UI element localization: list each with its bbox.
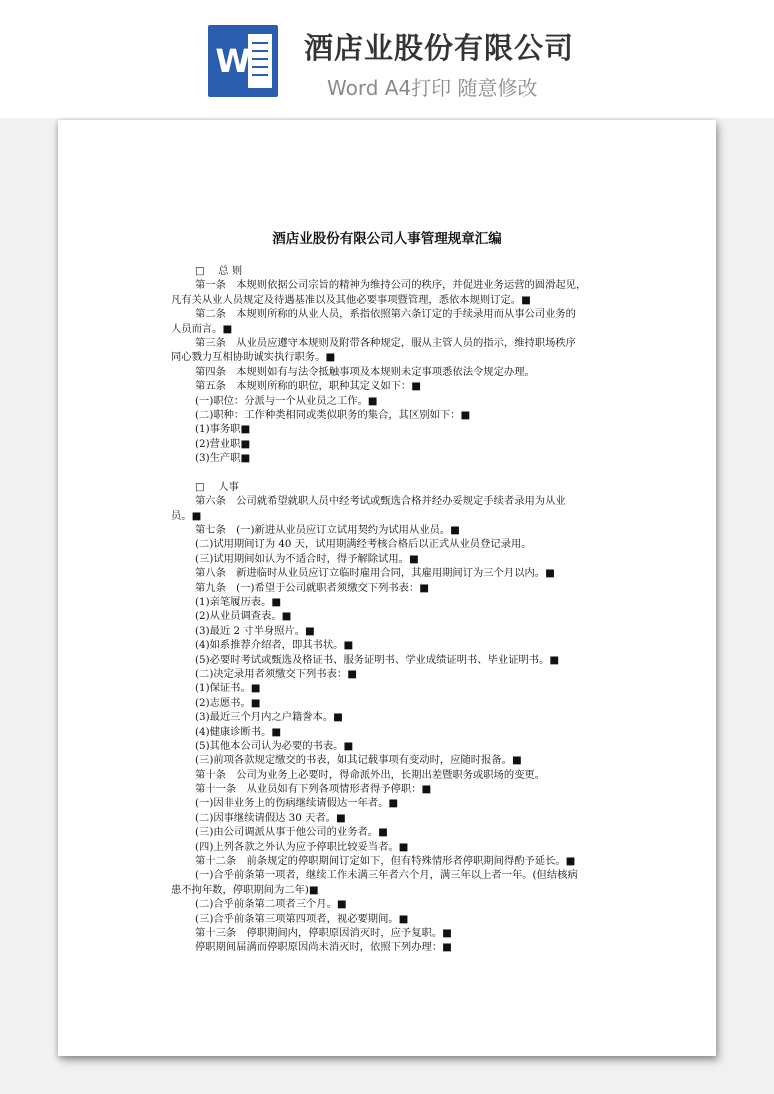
document-line: (三)前项各款规定缴交的书表，如其记载事项有变动时，应随时报备。■ [195, 754, 522, 767]
document-line: (3)最近 2 寸半身照片。■ [195, 624, 315, 637]
document-line: 员。■ [171, 509, 202, 522]
document-line: 第九条 (一)希望于公司就职者须缴交下列书表：■ [195, 581, 429, 594]
document-line: (2)从业员调查表。■ [195, 610, 292, 623]
document-line: 第十三条 停职期间内，停职原因消灭时，应予复职。■ [195, 926, 452, 939]
document-line: (二)职种：工作种类相同或类似职务的集合，其区别如下：■ [195, 408, 471, 421]
document-line: 第二条 本规则所称的从业人员，系指依照第六条订定的手续录用而从事公司业务的 [195, 308, 576, 321]
document-line: (二)试用期间订为 40 天，试用期满经考核合格后以正式从业员登记录用。 [195, 538, 532, 551]
document-line: 凡有关从业人员规定及待遇基准以及其他必要事项暨管理，悉依本规则订定。■ [171, 293, 531, 306]
document-line: (1)事务职■ [195, 423, 251, 436]
document-line: 第十条 公司为业务上必要时，得命派外出，长期出差暨职务或职场的变更。 [195, 768, 546, 781]
word-logo-icon [208, 25, 278, 97]
document-title: 酒店业股份有限公司人事管理规章汇编 [272, 231, 502, 247]
document-line: (5)其他本公司认为必要的书表。■ [195, 739, 354, 752]
document-line: 第六条 公司就希望就职人员中经考试或甄选合格并经办妥规定手续者录用为从业 [195, 495, 566, 508]
document-line: 第七条 (一)新进从业员应订立试用契约为试用从业员。■ [195, 524, 460, 537]
document-line: (一)合乎前条第一项者，继续工作未满三年者六个月，满三年以上者一年。(但结核病 [195, 869, 578, 882]
document-line: 第十二条 前条规定的停职期间订定如下，但有特殊情形者停职期间得酌予延长。■ [195, 855, 576, 868]
document-body [171, 264, 603, 955]
document-line: (二)合乎前条第二项者三个月。■ [195, 898, 347, 911]
document-line: (一)职位：分派与一个从业员之工作。■ [195, 394, 378, 407]
document-line: 第十一条 从业员如有下列各项情形者得予停职：■ [195, 783, 432, 796]
document-line: □ 总 则 [195, 265, 243, 277]
document-line: (三)由公司调派从事于他公司的业务者。■ [195, 826, 388, 839]
document-line: 人员而言。■ [171, 322, 233, 335]
document-line: 第八条 新进临时从业员应订立临时雇用合同，其雇用期间订为三个月以内。■ [195, 567, 555, 580]
document-line: (4)如系推荐介绍者，即其书状。■ [195, 639, 354, 652]
header-banner [0, 0, 774, 118]
document-line: 同心戮力互相协助诚实执行职务。■ [171, 351, 336, 364]
document-line: (1)亲笔履历表。■ [195, 595, 282, 608]
document-line: (5)必要时考试或甄选及格证书、服务证明书、学业成绩证明书、毕业证明书。■ [195, 653, 560, 666]
banner-title: 酒店业股份有限公司 [304, 31, 575, 65]
document-line: 第三条 从业员应遵守本规则及附带各种规定，服从主管人员的指示，维持职场秩序 [195, 336, 576, 349]
document-line: (三)试用期间如认为不适合时，得予解除试用。■ [195, 552, 419, 565]
document-line: (二)决定录用者须缴交下列书表：■ [195, 667, 357, 680]
document-line [171, 465, 603, 479]
banner-subtitle: Word A4打印 随意修改 [327, 76, 538, 100]
document-line: (3)最近三个月内之户籍誊本。■ [195, 711, 343, 724]
document-line: (2)志愿书。■ [195, 696, 261, 709]
document-line: 患不拘年数，停职期间为二年)■ [171, 883, 319, 896]
document-line: (四)上列各款之外认为应予停职比较妥当者。■ [195, 840, 409, 853]
document-page [58, 120, 716, 1056]
document-line: (一)因非业务上的伤病继续请假达一年者。■ [195, 797, 399, 810]
document-line: (二)因事继续请假达 30 天者。■ [195, 811, 346, 824]
document-line: (三)合乎前条第三项第四项者，视必要期间。■ [195, 912, 409, 925]
document-line: 第四条 本规则如有与法令抵触事项及本规则未定事项悉依法令规定办理。 [195, 365, 535, 378]
word-logo-letter: W [215, 42, 251, 80]
document-line: (1)保证书。■ [195, 682, 261, 695]
document-line: (3)生产职■ [195, 452, 251, 465]
document-line: 第一条 本规则依据公司宗旨的精神为维持公司的秩序，并促进业务运营的圆滑起见， [195, 279, 587, 292]
document-line: (4)健康诊断书。■ [195, 725, 282, 738]
document-line: 停职期间届满而停职原因尚未消灭时，依照下列办理：■ [195, 941, 452, 954]
document-line: (2)营业职■ [195, 437, 251, 450]
document-line: □ 人事 [195, 480, 239, 493]
document-line: 第五条 本规则所称的职位，职种其定义如下：■ [195, 380, 421, 393]
